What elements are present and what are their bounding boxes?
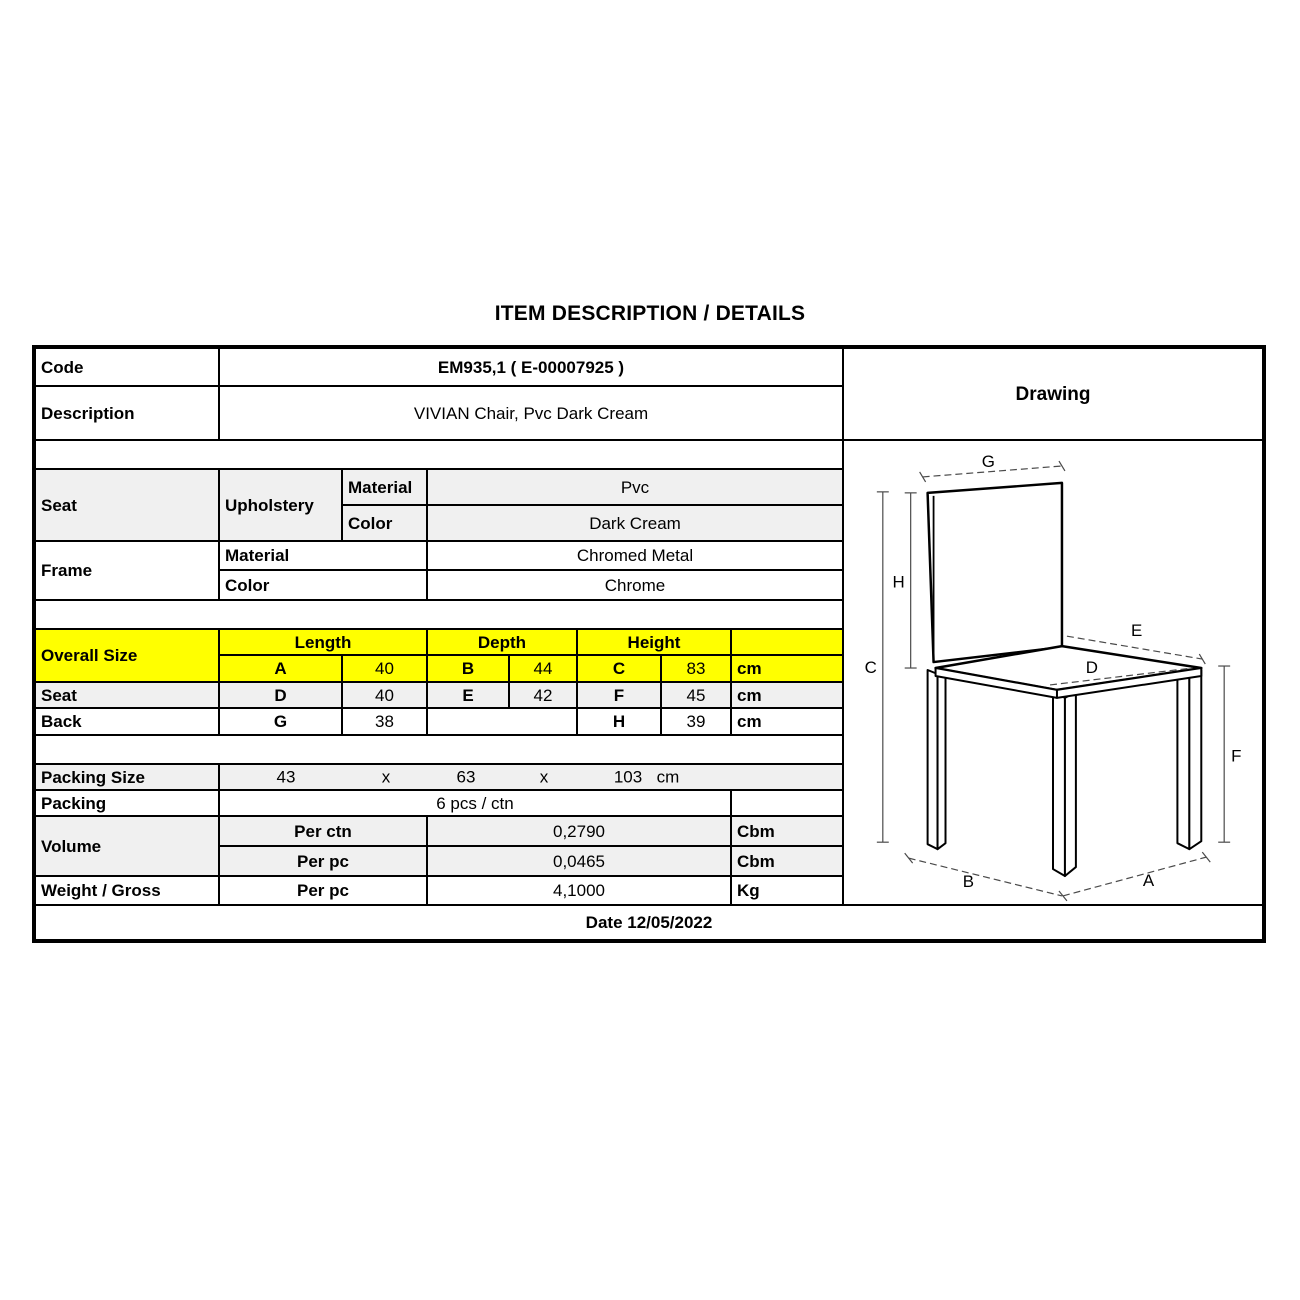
code-label: Code [35,348,219,386]
packing-value: 6 pcs / ctn [219,790,731,816]
empty-cell [427,708,577,735]
spacer-row [35,735,843,764]
seat-color-label: Color [342,505,427,541]
back-row-label: Back [35,708,219,735]
dim-val-f: 45 [661,682,731,708]
weight-value: 4,1000 [427,876,731,905]
dim-val-a: 40 [342,655,427,682]
volume-per-ctn-value: 0,2790 [427,816,731,846]
chair-legs [928,670,1202,876]
dim-key-d: D [219,682,342,708]
volume-per-ctn-label: Per ctn [219,816,427,846]
date-line: Date 12/05/2022 [35,905,1263,940]
volume-label: Volume [35,816,219,876]
dim-val-e: 42 [509,682,577,708]
dim-key-h: H [577,708,661,735]
length-header: Length [219,629,427,655]
drawing-header: Drawing [843,348,1263,440]
weight-gross-label: Weight / Gross [35,876,219,905]
weight-per-label: Per pc [219,876,427,905]
dim-label-a: A [1142,870,1155,890]
description-label: Description [35,386,219,440]
packing-size-x2: x [539,767,549,787]
page-title: ITEM DESCRIPTION / DETAILS [494,302,806,325]
dim-label-f: F [1231,746,1242,766]
seat-color-value: Dark Cream [427,505,843,541]
packing-size-d: 63 [456,767,476,787]
dim-label-c: C [864,657,877,677]
dim-key-a: A [219,655,342,682]
chair-line-drawing [844,440,1262,905]
dim-label-g: G [981,451,995,471]
height-header: Height [577,629,731,655]
packing-size-w: 43 [276,767,296,787]
dim-val-c: 83 [661,655,731,682]
dim-label-h: H [892,572,905,592]
description-value: VIVIAN Chair, Pvc Dark Cream [219,386,843,440]
seat-material-value: Pvc [427,469,843,505]
depth-header: Depth [427,629,577,655]
spacer-row [35,600,843,629]
seat-material-label: Material [342,469,427,505]
dim-key-e: E [427,682,509,708]
dim-label-b: B [962,871,975,891]
code-value: EM935,1 ( E-00007925 ) [219,348,843,386]
packing-size-value [219,764,843,790]
spec-sheet-table [32,345,1266,943]
dim-val-b: 44 [509,655,577,682]
volume-per-pc-value: 0,0465 [427,846,731,876]
dim-val-g: 38 [342,708,427,735]
volume-per-pc-unit: Cbm [731,846,843,876]
dim-key-c: C [577,655,661,682]
packing-size-label: Packing Size [35,764,219,790]
frame-section-label: Frame [35,541,219,600]
empty-cell [731,790,843,816]
seat-section-label: Seat [35,469,219,541]
frame-material-label: Material [219,541,427,570]
chair-backrest [928,483,1062,662]
seat-row-label: Seat [35,682,219,708]
volume-per-ctn-unit: Cbm [731,816,843,846]
overall-size-label: Overall Size [35,629,219,682]
unit-cm: cm [731,655,843,682]
dim-val-d: 40 [342,682,427,708]
dim-label-e: E [1130,621,1143,641]
weight-unit: Kg [731,876,843,905]
empty-cell [731,629,843,655]
dim-val-h: 39 [661,708,731,735]
upholstery-label: Upholstery [219,469,342,541]
frame-material-value: Chromed Metal [427,541,843,570]
dim-key-g: G [219,708,342,735]
frame-color-label: Color [219,570,427,600]
volume-per-pc-label: Per pc [219,846,427,876]
unit-cm: cm [731,708,843,735]
drawing-panel [843,440,1263,905]
spacer-row [35,440,843,469]
dim-key-b: B [427,655,509,682]
unit-cm: cm [731,682,843,708]
packing-size-x1: x [381,767,391,787]
dim-key-f: F [577,682,661,708]
frame-color-value: Chrome [427,570,843,600]
packing-label: Packing [35,790,219,816]
dim-label-d: D [1085,657,1098,677]
packing-size-unit: cm [656,767,680,787]
packing-size-h: 103 [613,767,643,787]
